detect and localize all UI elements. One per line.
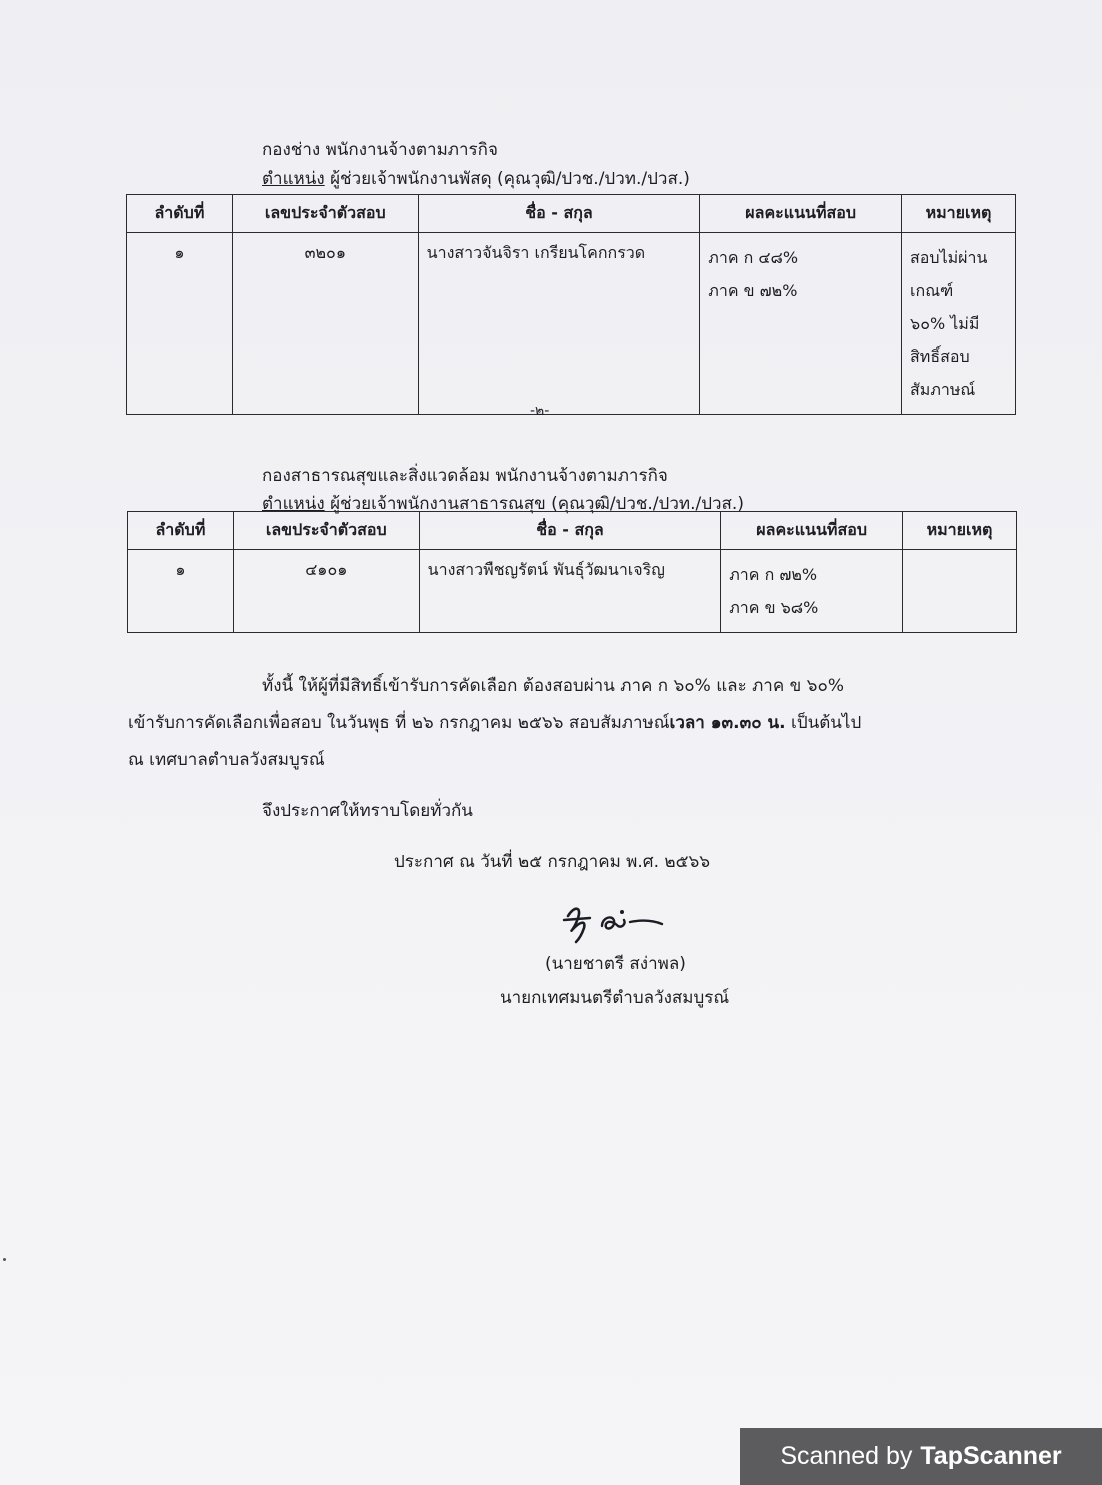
cell-score (700, 233, 902, 415)
announce-line: จึงประกาศให้ทราบโดยทั่วกัน (262, 801, 473, 821)
scanner-watermark-badge (740, 1428, 1102, 1485)
date-line: ประกาศ ณ วันที่ ๒๕ กรกฎาคม พ.ศ. ๒๕๖๖ (394, 852, 711, 872)
signature (560, 898, 670, 944)
score-part-a: ภาค ก ๔๘% (708, 248, 799, 267)
col-header-exam-id: เลขประจำตัวสอบ (233, 512, 419, 550)
col-header-score: ผลคะแนนที่สอบ (700, 195, 902, 233)
cell-exam-id: ๔๑๐๑ (233, 550, 419, 633)
col-header-score: ผลคะแนนที่สอบ (721, 512, 903, 550)
body-line-3: ณ เทศบาลตำบลวังสมบูรณ์ (128, 750, 325, 770)
cell-score (721, 550, 903, 633)
col-header-no: ลำดับที่ (127, 195, 233, 233)
cell-exam-id: ๓๒๐๑ (232, 233, 418, 415)
col-header-remark: หมายเหตุ (902, 195, 1016, 233)
cell-no: ๑ (128, 550, 234, 633)
scan-speck (3, 1258, 6, 1261)
body-line-2 (128, 709, 861, 736)
score-part-b: ภาค ข ๗๒% (708, 281, 798, 300)
section2-heading: กองสาธารณสุขและสิ่งแวดล้อม พนักงานจ้างตามภารกิจ (262, 466, 668, 486)
section2-position-text: ผู้ช่วยเจ้าพนักงานสาธารณสุข (คุณวุฒิ/ปวช./ปวท./ปวส.) (330, 494, 744, 514)
cell-no: ๑ (127, 233, 233, 415)
remark-line: เกณฑ์ (910, 281, 954, 300)
remark-line: สิทธิ์สอบ (910, 347, 970, 366)
signatory-name: (นายชาตรี สง่าพล) (545, 954, 686, 974)
section1-position-label: ตำแหน่ง (262, 169, 325, 189)
section1-heading: กองช่าง พนักงานจ้างตามภารกิจ (262, 140, 498, 160)
remark-line: ๖๐% ไม่มี (910, 314, 980, 333)
watermark-brand: TapScanner (920, 1442, 1062, 1470)
section2-position-label: ตำแหน่ง (262, 494, 325, 514)
watermark-prefix: Scanned by (780, 1442, 913, 1470)
col-header-no: ลำดับที่ (128, 512, 234, 550)
remark-line: สอบไม่ผ่าน (910, 248, 988, 267)
col-header-name: ชื่อ - สกุล (419, 512, 721, 550)
table-row (128, 550, 1017, 633)
col-header-exam-id: เลขประจำตัวสอบ (232, 195, 418, 233)
remark-line: สัมภาษณ์ (910, 380, 976, 399)
col-header-name: ชื่อ - สกุล (418, 195, 700, 233)
body-line-2-end: เป็นต้นไป (785, 713, 862, 733)
interview-time: เวลา ๑๓.๓๐ น. (669, 713, 786, 733)
cell-name: นางสาวจันจิรา เกรียนโคกกรวด (418, 233, 700, 415)
col-header-remark: หมายเหตุ (903, 512, 1017, 550)
cell-name: นางสาวพืชญรัตน์ พันธุ์วัฒนาเจริญ (419, 550, 721, 633)
score-part-a: ภาค ก ๗๒% (729, 565, 818, 584)
page-number: -๒- (530, 403, 550, 419)
cell-remark (903, 550, 1017, 633)
section2-table (127, 511, 1017, 633)
score-part-b: ภาค ข ๖๘% (729, 598, 819, 617)
cell-remark (902, 233, 1016, 415)
body-line-1: ทั้งนี้ ให้ผู้ที่มีสิทธิ์เข้ารับการคัดเลือก ต้องสอบผ่าน ภาค ก ๖๐% และ ภาค ข ๖๐% (262, 676, 844, 696)
section1-table (126, 194, 1016, 415)
body-line-2-text: เข้ารับการคัดเลือกเพื่อสอบ ในวันพุธ ที่ ๒๖ กรกฎาคม ๒๕๖๖ สอบสัมภาษณ์ (128, 713, 670, 733)
section1-position-text: ผู้ช่วยเจ้าพนักงานพัสดุ (คุณวุฒิ/ปวช./ปวท./ปวส.) (330, 169, 690, 189)
table-header-row (128, 512, 1017, 550)
table-header-row (127, 195, 1016, 233)
signatory-title: นายกเทศมนตรีตำบลวังสมบูรณ์ (500, 988, 730, 1008)
section1-position (262, 165, 690, 192)
table-row (127, 233, 1016, 415)
